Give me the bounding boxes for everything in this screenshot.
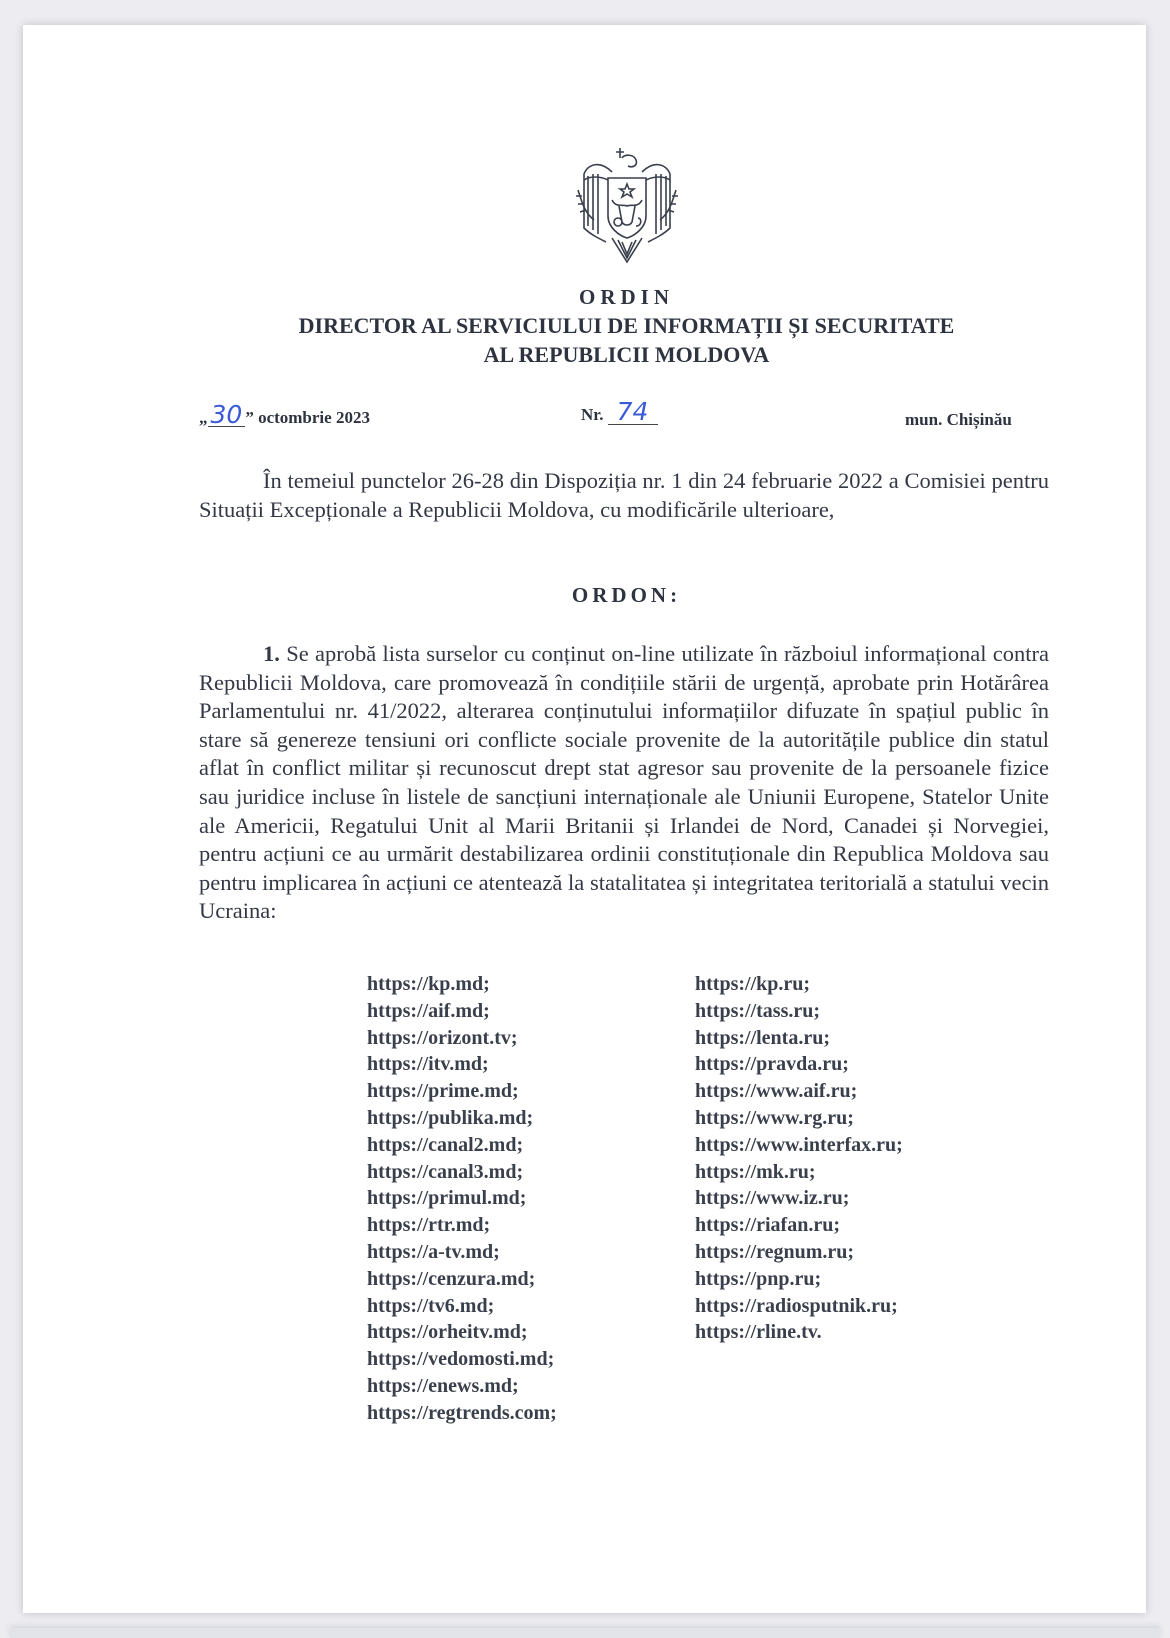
preamble-paragraph [199, 467, 1049, 524]
handwritten-day: 30 [208, 404, 246, 427]
list-item: https://itv.md; [367, 1053, 489, 1076]
list-item: https://www.interfax.ru; [695, 1133, 903, 1156]
list-item: https://kp.ru; [695, 973, 811, 995]
next-page-edge [10, 1628, 1160, 1638]
sites-list-ru [695, 971, 903, 1346]
ordon-heading: ORDON: [571, 583, 682, 607]
list-item: https://canal2.md; [367, 1133, 524, 1156]
list-item: https://orheitv.md; [367, 1321, 528, 1344]
list-item: https://prime.md; [367, 1080, 519, 1103]
list-item: https://www.rg.ru; [695, 1106, 854, 1129]
order-date [199, 400, 370, 429]
list-item: https://rline.tv. [695, 1321, 822, 1344]
point-1-paragraph [199, 640, 1049, 926]
list-item: https://lenta.ru; [695, 1026, 830, 1049]
place: mun. Chișinău [905, 410, 1012, 429]
number-label: Nr. [581, 405, 604, 424]
sites-list-md [367, 971, 557, 1427]
list-item: https://mk.ru; [695, 1160, 816, 1183]
list-item: https://riafan.ru; [695, 1214, 840, 1237]
list-item: https://www.iz.ru; [695, 1187, 850, 1210]
list-item: https://radiosputnik.ru; [695, 1294, 898, 1317]
issuer-line-1: DIRECTOR AL SERVICIULUI DE INFORMAȚII ȘI SECURITATE [298, 313, 955, 338]
preamble-text: În temeiul punctelor 26-28 din Dispoziția nr. 1 din 24 februarie 2022 a Comisiei pentru Situații Excepționale a Republicii Moldova, cu modificările ulterioare, [199, 468, 1049, 522]
handwritten-number: 74 [608, 400, 658, 425]
list-item: https://aif.md; [367, 999, 490, 1022]
list-item: https://rtr.md; [367, 1214, 491, 1237]
list-item: https://pnp.ru; [695, 1267, 822, 1290]
point-number: 1. [263, 641, 280, 666]
list-item: https://tass.ru; [695, 999, 821, 1022]
list-item: https://canal3.md; [367, 1160, 524, 1183]
list-item: https://regnum.ru; [695, 1240, 855, 1263]
coat-of-arms-icon [572, 146, 682, 264]
list-item: https://a-tv.md; [367, 1240, 500, 1263]
list-item: https://regtrends.com; [367, 1401, 557, 1424]
order-number [581, 397, 658, 426]
issuer-line-2: AL REPUBLICII MOLDOVA [483, 342, 770, 367]
point-1-text: Se aprobă lista surselor cu conținut on-line utilizate în războiul informațional contra Republicii Moldova, care promovează în condițiile stării de urgență, aprobate prin Hotărârea Parlamentului nr. 41/2022, alterarea conținutului informațiilor difuzate în spațiul public în stare să genereze tensiuni ori conflicte sociale provenite de la autoritățile publice din statul aflat în conflict militar și recunoscut drept stat agresor sau provenite de la persoanele fizice sau juridice incluse în listele de sancțiuni internaționale ale Uniunii Europene, Statelor Unite ale Americii, Regatului Unit al Marii Britanii și Irlandei de Nord, Canadei și Norvegiei, pentru acțiuni ce au urmărit destabilizarea ordinii constituționale din Republica Moldova sau pentru implicarea în acțiuni ce atentează la statalitatea și integritatea teritorială a statului vecin Ucraina: [199, 641, 1050, 924]
month-year: octombrie 2023 [258, 408, 370, 427]
list-item: https://vedomosti.md; [367, 1348, 555, 1371]
list-item: https://orizont.tv; [367, 1026, 518, 1049]
document-title: ORDIN [578, 285, 674, 309]
list-item: https://kp.md; [367, 973, 490, 995]
list-item: https://pravda.ru; [695, 1053, 849, 1076]
list-item: https://cenzura.md; [367, 1267, 536, 1290]
list-item: https://publika.md; [367, 1106, 534, 1129]
open-quote: „ [199, 408, 208, 427]
list-item: https://primul.md; [367, 1187, 527, 1210]
list-item: https://www.aif.ru; [695, 1080, 858, 1103]
list-item: https://enews.md; [367, 1374, 519, 1397]
list-item: https://tv6.md; [367, 1294, 495, 1317]
close-quote: ” [245, 408, 254, 427]
